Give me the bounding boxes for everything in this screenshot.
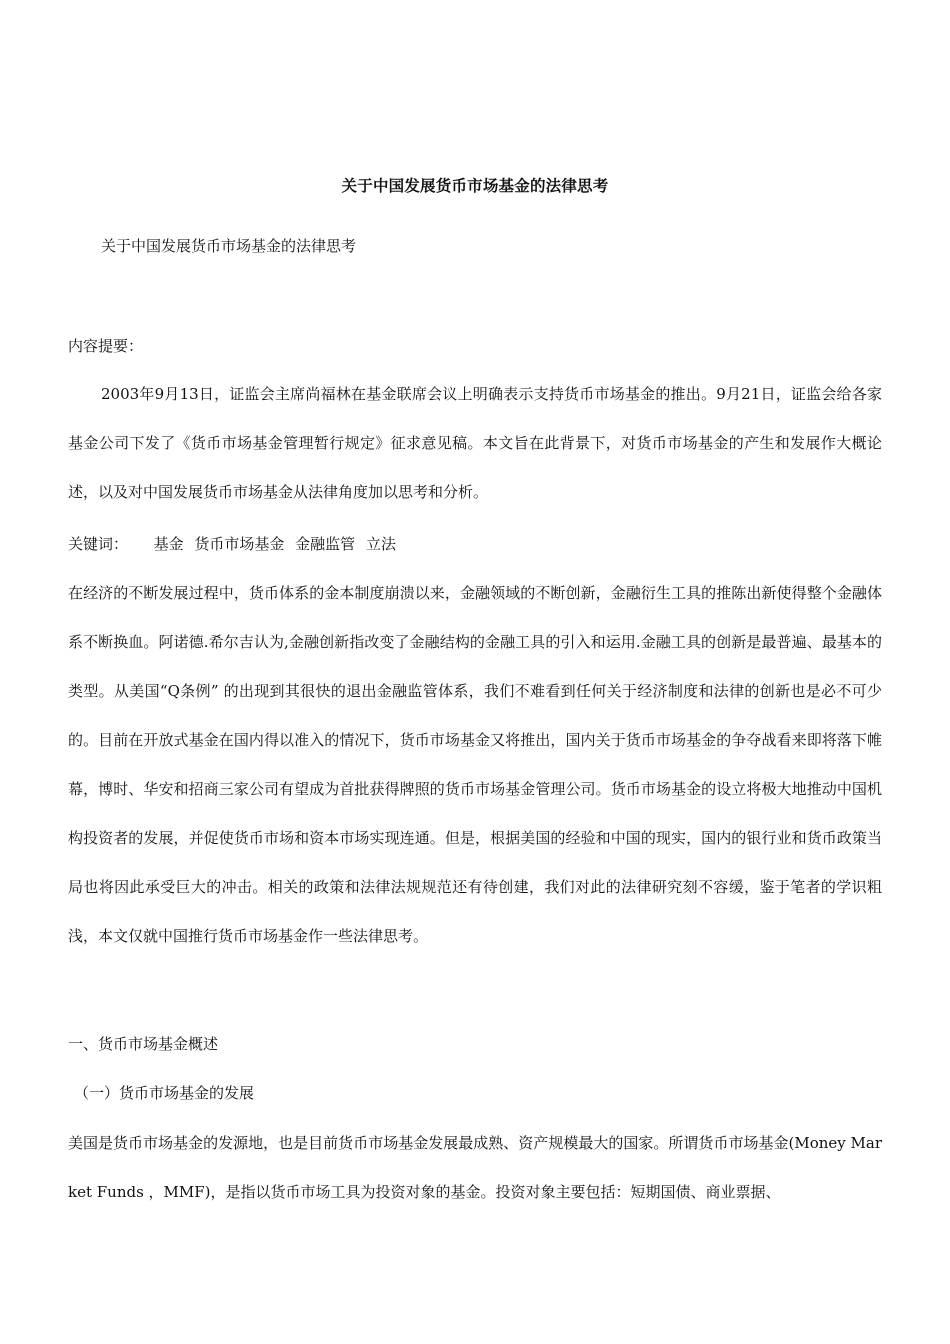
section-heading: 一、货币市场基金概述 <box>68 1035 219 1053</box>
keyword: 立法 <box>365 535 396 553</box>
keyword: 金融监管 <box>295 535 356 553</box>
intro-paragraph: 在经济的不断发展过程中，货币体系的金本制度崩溃以来，金融领域的不断创新，金融衍生工具的推陈出新使得整个金融体系不断换血。阿诺德.希尔吉认为,金融创新指改变了金融结构的金融工具的引入和运用.金融工具的创新是最普遍、最基本的类型。从美国“Q条例” 的出现到其很快的退出金融监管体系，我们不难看到任何关于经济制度和法律的创新也是必不可少的。目前在开放式基金在国内得以准入的情况下，货币市场基金又将推出，国内关于货币市场基金的争夺战看来即将落下帷幕，博时、华安和招商三家公司有望成为首批获得牌照的货币市场基金管理公司。货币市场基金的设立将极大地推动中国机构投资者的发展，并促使货币市场和资本市场实现连通。但是，根据美国的经验和中国的现实，国内的银行业和货币政策当局也将因此承受巨大的冲击。相关的政策和法律法规规范还有待创建，我们对此的法律研究刻不容缓，鉴于笔者的学识粗浅，本文仅就中国推行货币市场基金作一些法律思考。 <box>68 584 882 945</box>
document-subtitle: 关于中国发展货币市场基金的法律思考 <box>101 237 357 255</box>
document-title: 关于中国发展货币市场基金的法律思考 <box>341 176 609 195</box>
abstract-label: 内容提要： <box>68 337 144 355</box>
keyword: 基金 <box>153 535 184 553</box>
abstract-paragraph: 2003年9月13日，证监会主席尚福林在基金联席会议上明确表示支持货币市场基金的推出。9月21日，证监会给各家基金公司下发了《货币市场基金管理暂行规定》征求意见稿。本文旨在此背景下，对货币市场基金的产生和发展作大概论述，以及对中国发展货币市场基金从法律角度加以思考和分析。 <box>68 385 882 501</box>
subsection-heading: （一）货币市场基金的发展 <box>74 1084 255 1102</box>
keywords-line <box>68 520 882 569</box>
keywords-label: 关键词： <box>68 535 129 553</box>
money-market-paragraph: 美国是货币市场基金的发源地，也是目前货币市场基金发展最成熟、资产规模最大的国家。所谓货币市场基金(Money Market Funds ，MMF)，是指以货币市场工具为投资对象的基金。投资对象主要包括：短期国债、商业票据、 <box>68 1134 882 1201</box>
keyword: 货币市场基金 <box>194 535 285 553</box>
